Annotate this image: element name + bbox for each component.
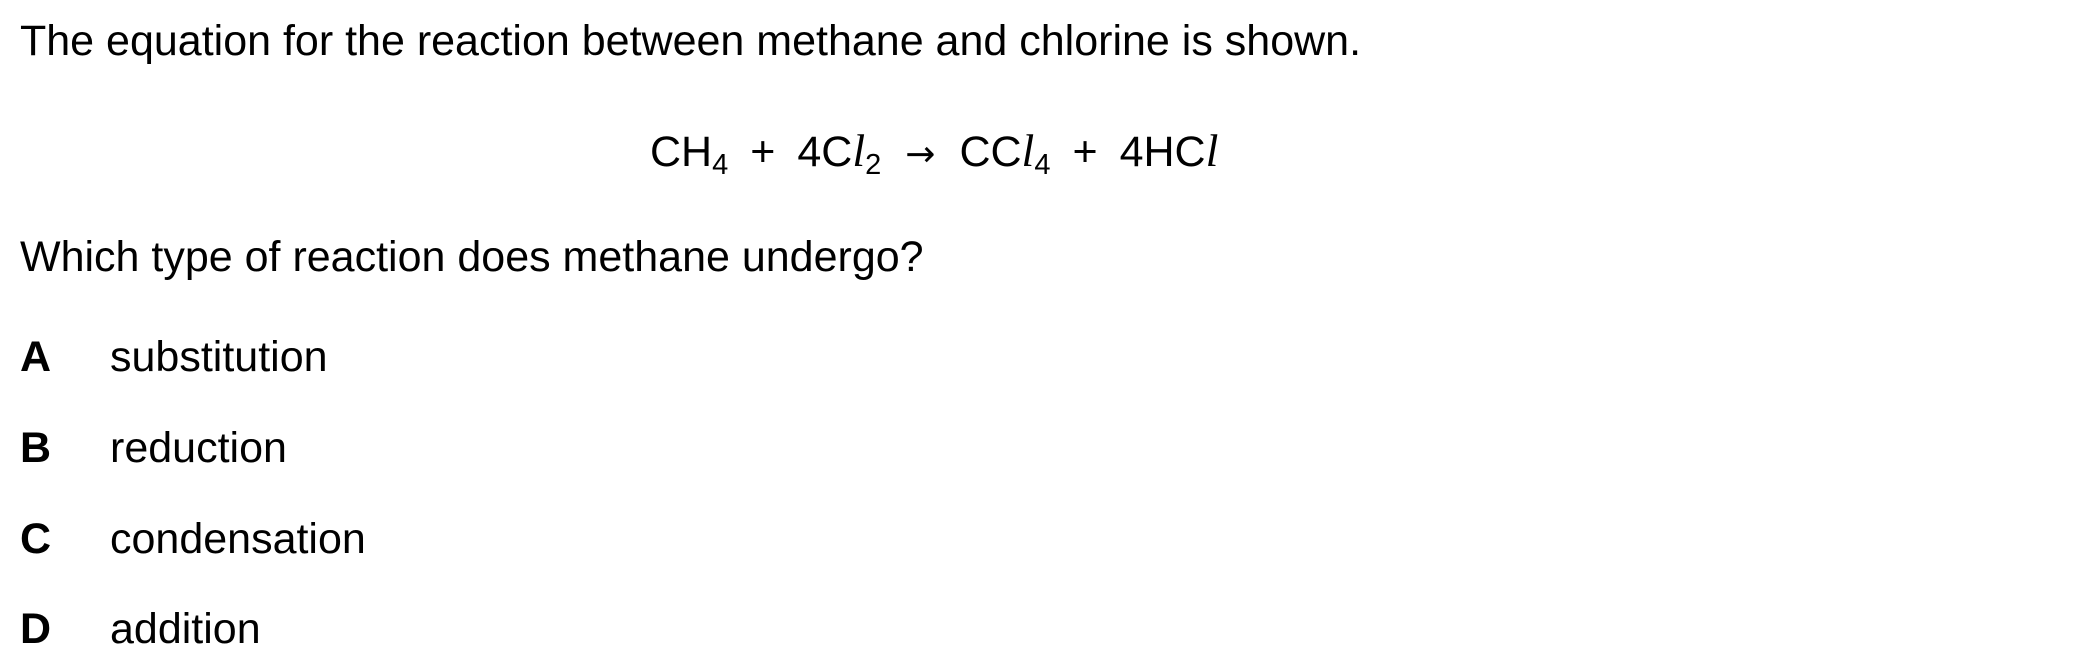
chemical-equation xyxy=(650,125,1219,181)
option-letter: D xyxy=(20,605,52,653)
option-d[interactable] xyxy=(20,605,261,653)
intro-text: The equation for the reaction between methane and chlorine is shown. xyxy=(20,17,1362,65)
option-text: addition xyxy=(110,605,261,653)
question-text: Which type of reaction does methane undergo? xyxy=(20,233,924,281)
reaction-arrow: → xyxy=(905,134,936,175)
reactant-methane: $CH_4$ xyxy=(650,128,729,181)
plus-sign: + xyxy=(1072,128,1098,176)
option-letter: A xyxy=(20,333,52,381)
option-a[interactable] xyxy=(20,333,328,381)
option-text: substitution xyxy=(110,333,328,381)
option-c[interactable] xyxy=(20,515,366,563)
option-letter: C xyxy=(20,515,52,563)
reactant-chlorine: $4Cl_2$ xyxy=(797,125,882,181)
product-tetrachloromethane: CCl$_4$ xyxy=(959,125,1051,181)
option-text: condensation xyxy=(110,515,366,563)
option-b[interactable] xyxy=(20,424,287,472)
option-letter: B xyxy=(20,424,52,472)
plus-sign: + xyxy=(750,128,776,176)
product-hydrogen-chloride: 4HCl xyxy=(1119,125,1219,176)
option-text: reduction xyxy=(110,424,287,472)
